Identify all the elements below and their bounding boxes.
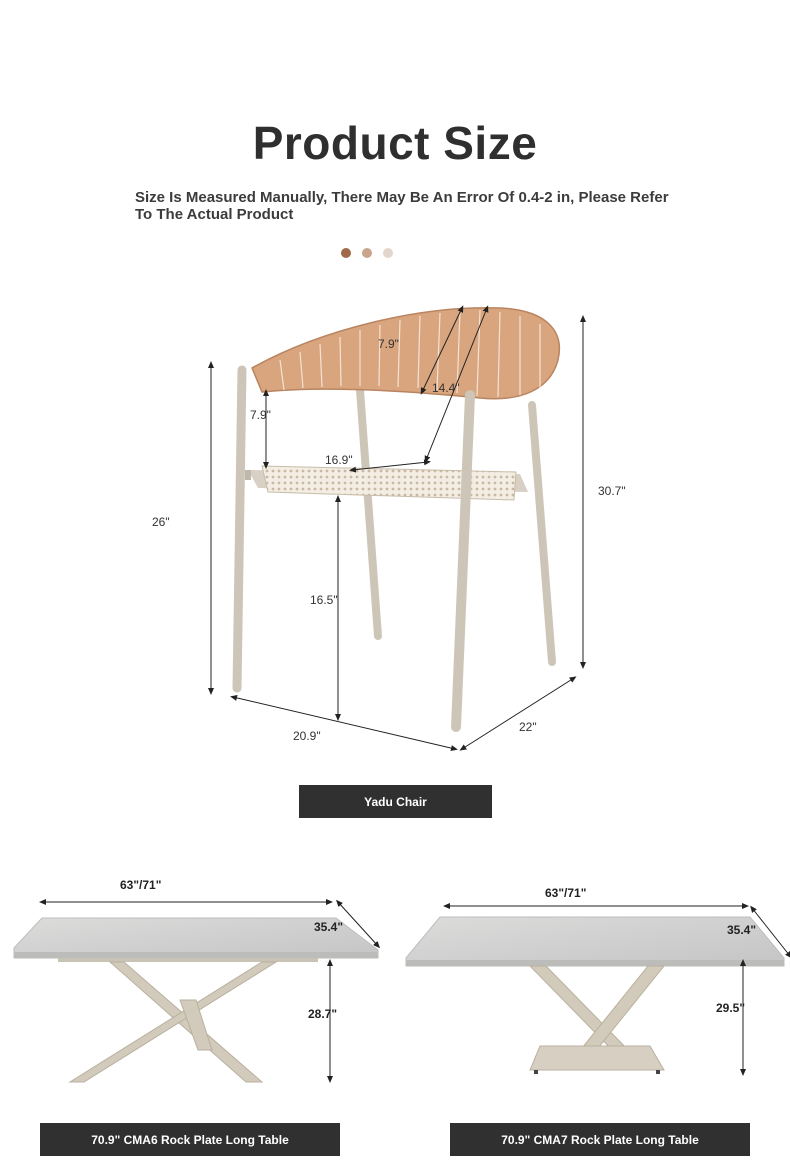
- table-cma6-length-label: 63"/71": [120, 878, 162, 892]
- chair-illustration: [237, 308, 559, 727]
- chair-back-height-label: 7.9": [378, 337, 399, 351]
- table-cma7-width-label: 35.4": [727, 923, 757, 937]
- chair-seat-height-label: 16.5": [310, 593, 338, 607]
- table-cma7-height-label: 29.5": [716, 1001, 746, 1015]
- chair-seat-depth-label: 16.9": [325, 453, 353, 467]
- chair-depth-label: 22": [519, 720, 537, 734]
- table-cma6-illustration: [14, 918, 378, 1082]
- table-cma7-illustration: [406, 917, 784, 1074]
- chair-dimension-labels: [152, 337, 626, 743]
- page-title: Product Size: [252, 117, 538, 169]
- table-cma6-height-label: 28.7": [308, 1007, 338, 1021]
- chair-height-left-label: 26": [152, 515, 170, 529]
- table-cma7-length-label: 63"/71": [545, 886, 587, 900]
- table-cma6-name-label: 70.9" CMA6 Rock Plate Long Table: [40, 1123, 340, 1156]
- chair-name-label: Yadu Chair: [299, 785, 492, 818]
- table-cma6-width-label: 35.4": [314, 920, 344, 934]
- size-disclaimer: Size Is Measured Manually, There May Be An Error Of 0.4-2 in, Please Refer To The Actual Product: [135, 189, 669, 223]
- table-cma7-name-label: 70.9" CMA7 Rock Plate Long Table: [450, 1123, 750, 1156]
- chair-height-right-label: 30.7": [598, 484, 626, 498]
- chair-back-width-label: 14.4": [432, 381, 460, 395]
- chair-width-label: 20.9": [293, 729, 321, 743]
- chair-arm-height-label: 7.9": [250, 408, 271, 422]
